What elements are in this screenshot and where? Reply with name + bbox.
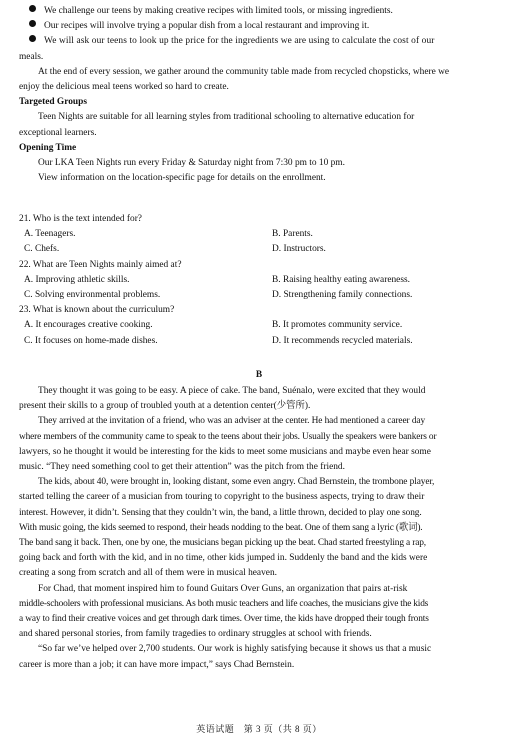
passage-line: The band sang it back. Then, one by one, the musicians began picking up the beat. Chad started freestyling a rap, [19, 538, 426, 549]
passage-line: The kids, about 40, were brought in, looking distant, some even angry. Chad Bernstein, the trombone player, [38, 477, 435, 488]
bullet-text: We challenge our teens by making creative recipes with limited tools, or missing ingredients. [44, 6, 393, 16]
passage-line: a way to find their creative voices and get through dark times. Over time, the kids have dropped their tough fronts [19, 614, 429, 625]
passage-line: where members of the community came to speak to the teens about their jobs. Usually the speakers were bankers or [19, 431, 437, 442]
options-row [19, 242, 499, 257]
question-stem: 21. Who is the text intended for? [19, 214, 142, 224]
passage-line: interest. However, it didn’t. Sensing that they couldn’t win, the band, a little thrown, decided to play one song. [19, 507, 422, 518]
targeted-groups-heading: Targeted Groups [19, 97, 87, 108]
passage-line: “So far we’ve helped over 2,700 students. Our work is highly satisfying because it shows us that a music [38, 644, 432, 655]
option-a[interactable]: A. It encourages creative cooking. [24, 320, 153, 331]
bullet-item [19, 19, 499, 34]
options-row [19, 318, 499, 333]
option-a[interactable]: A. Teenagers. [24, 229, 76, 240]
passage-line: They thought it was going to be easy. A piece of cake. The band, Suénalo, were excited that they would [38, 386, 426, 396]
bullet-item [19, 4, 499, 19]
section-b-passage [19, 384, 499, 673]
page-footer: 英语试题 第 3 页（共 8 页） [196, 724, 322, 734]
targeted-groups-line: Teen Nights are suitable for all learning styles from traditional schooling to alternative education for [38, 112, 415, 123]
option-a[interactable]: A. Improving athletic skills. [24, 274, 130, 285]
passage-line: They arrived at the invitation of a friend, who was an adviser at the center. He had mentioned a career day [38, 416, 426, 427]
opening-time-line: Our LKA Teen Nights run every Friday & Saturday night from 7:30 pm to 10 pm. [38, 158, 345, 169]
bullet-dot-icon [29, 20, 36, 27]
passage-line: For Chad, that moment inspired him to found Guitars Over Guns, an organization that pairs at-risk [38, 583, 408, 594]
bullet-dot-icon [29, 35, 36, 42]
option-c[interactable]: C. Chefs. [24, 244, 60, 255]
passage-line: and shared personal stories, from family tragedies to ordinary struggles at school with friends. [19, 629, 372, 640]
questions-block [19, 212, 499, 349]
options-row [19, 273, 499, 288]
targeted-groups-line: exceptional learners. [19, 127, 97, 138]
session-paragraph-line: At the end of every session, we gather around the community table made from recycled chopsticks, where we [38, 66, 450, 77]
option-d[interactable]: D. Instructors. [272, 244, 326, 255]
section-b-heading: B [255, 370, 263, 380]
passage-line: career is more than a job; it can have more impact,” says Chad Bernstein. [19, 659, 295, 670]
option-c[interactable]: C. It focuses on home-made dishes. [24, 335, 158, 346]
bullet-dot-icon [29, 5, 36, 12]
option-b[interactable]: B. Parents. [272, 229, 313, 240]
passage-line: creating a song from scratch and all of them were in musical heaven. [19, 568, 277, 579]
option-c[interactable]: C. Solving environmental problems. [24, 290, 161, 301]
options-row [19, 288, 499, 303]
passage-line: music. “They need something cool to get their attention” was the pitch from the friend. [19, 462, 345, 473]
passage-line: present their skills to a group of troubled youth at a detention center(少管所). [19, 401, 311, 412]
passage-line: middle-schoolers with professional musicians. As both music teachers and life coaches, the musicians give the kids [19, 598, 429, 609]
passage-line: going back and forth with the kid, and in no time, other kids jumped in. Suddenly the band and the kids were [19, 553, 428, 564]
passage-line: lawyers, so he thought it would be interesting for the kids to meet some musicians and maybe even hear some [19, 446, 431, 457]
option-d[interactable]: D. Strengthening family connections. [272, 290, 413, 301]
session-paragraph-line: enjoy the delicious meal teens worked so hard to create. [19, 82, 229, 93]
option-b[interactable]: B. It promotes community service. [272, 320, 403, 331]
bullet-text: We will ask our teens to look up the price for the ingredients we are using to calculate the cost of our [44, 36, 435, 47]
bullet-continuation: meals. [19, 51, 44, 62]
curriculum-bullets [19, 4, 499, 186]
options-row [19, 334, 499, 349]
option-b[interactable]: B. Raising healthy eating awareness. [272, 274, 410, 285]
passage-line: With music going, the kids seemed to respond, their heads nodding to the beat. One of them sang a lyric (歌词). [19, 522, 423, 533]
bullet-text: Our recipes will involve trying a popular dish from a local restaurant and improving it. [44, 21, 370, 32]
opening-time-heading: Opening Time [19, 142, 77, 153]
bullet-item [19, 34, 499, 49]
opening-time-line: View information on the location-specific page for details on the enrollment. [38, 173, 326, 184]
question-stem: 22. What are Teen Nights mainly aimed at? [19, 259, 182, 270]
passage-line: started telling the career of a musician from touring to copyright to the business aspects, trying to draw their [19, 492, 425, 503]
question-stem: 23. What is known about the curriculum? [19, 305, 175, 316]
option-d[interactable]: D. It recommends recycled materials. [272, 335, 413, 346]
options-row [19, 227, 499, 242]
